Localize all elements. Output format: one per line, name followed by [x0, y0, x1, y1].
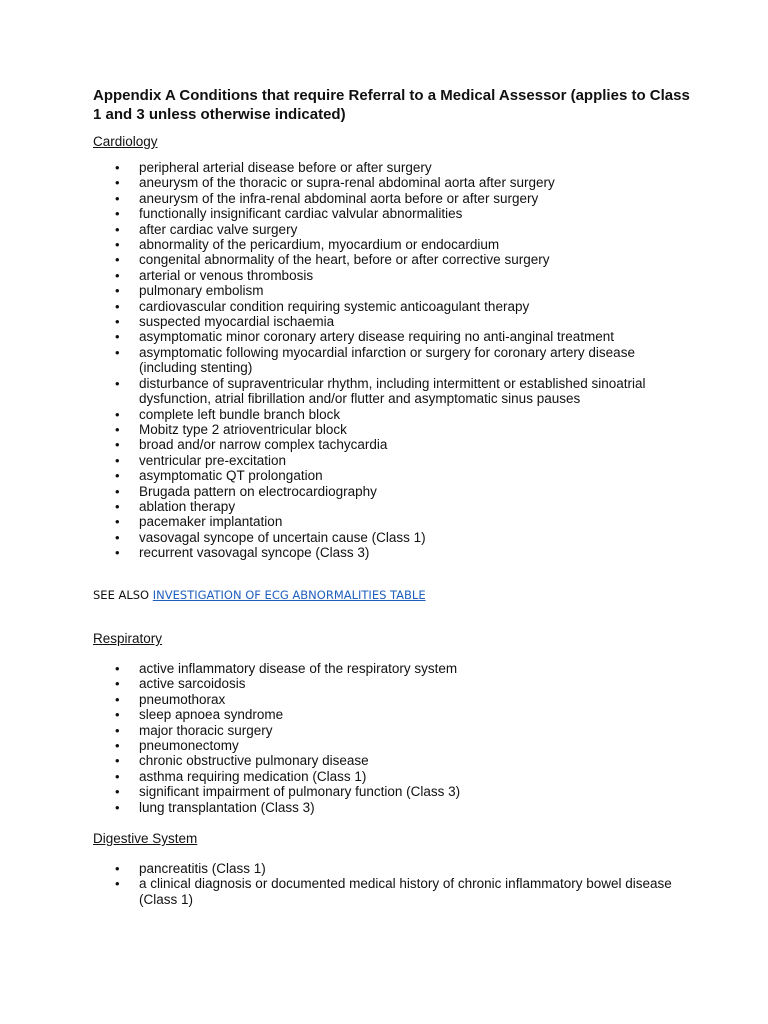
- list-item: • suspected myocardial ischaemia: [93, 314, 693, 329]
- list-item: • aneurysm of the thoracic or supra-renal abdominal aorta after surgery: [93, 175, 693, 190]
- section-heading-digestive: Digestive System: [93, 831, 198, 846]
- list-item: • pulmonary embolism: [93, 283, 693, 298]
- digestive-list: [93, 861, 693, 907]
- list-item: • major thoracic surgery: [93, 723, 693, 738]
- list-item: • arterial or venous thrombosis: [93, 268, 693, 283]
- list-item: • lung transplantation (Class 3): [93, 800, 693, 815]
- list-item: • asymptomatic minor coronary artery disease requiring no anti-anginal treatment: [93, 329, 693, 344]
- list-item: • asymptomatic following myocardial infarction or surgery for coronary artery disease (including stenting): [93, 345, 693, 376]
- list-item: • pneumothorax: [93, 692, 693, 707]
- list-item: • ablation therapy: [93, 499, 693, 514]
- list-item: • peripheral arterial disease before or after surgery: [93, 160, 693, 175]
- list-item: • active inflammatory disease of the respiratory system: [93, 661, 693, 676]
- list-item: • ventricular pre-excitation: [93, 453, 693, 468]
- list-item: • complete left bundle branch block: [93, 407, 693, 422]
- list-item: • abnormality of the pericardium, myocardium or endocardium: [93, 237, 693, 252]
- list-item: • asthma requiring medication (Class 1): [93, 769, 693, 784]
- list-item: • significant impairment of pulmonary function (Class 3): [93, 784, 693, 799]
- ecg-abnormalities-table-link[interactable]: INVESTIGATION OF ECG ABNORMALITIES TABLE: [152, 588, 426, 602]
- list-item: • recurrent vasovagal syncope (Class 3): [93, 545, 693, 560]
- see-also-prefix: SEE ALSO: [93, 588, 153, 602]
- list-item: • broad and/or narrow complex tachycardia: [93, 437, 693, 452]
- cardiology-list: [93, 160, 693, 561]
- list-item: • chronic obstructive pulmonary disease: [93, 753, 693, 768]
- list-item: • congenital abnormality of the heart, before or after corrective surgery: [93, 252, 693, 267]
- see-also-line: [93, 588, 426, 603]
- list-item: • pneumonectomy: [93, 738, 693, 753]
- list-item: • disturbance of supraventricular rhythm, including intermittent or established sinoatrial dysfunction, atrial fibrillation and/or flutter and asymptomatic sinus pauses: [93, 376, 693, 407]
- list-item: • aneurysm of the infra-renal abdominal aorta before or after surgery: [93, 191, 693, 206]
- section-heading-cardiology: Cardiology: [93, 134, 158, 149]
- list-item: • vasovagal syncope of uncertain cause (Class 1): [93, 530, 693, 545]
- list-item: • sleep apnoea syndrome: [93, 707, 693, 722]
- list-item: • a clinical diagnosis or documented medical history of chronic inflammatory bowel disease (Class 1): [93, 876, 693, 907]
- list-item: • active sarcoidosis: [93, 676, 693, 691]
- list-item: • asymptomatic QT prolongation: [93, 468, 693, 483]
- list-item: • pacemaker implantation: [93, 514, 693, 529]
- list-item: • Brugada pattern on electrocardiography: [93, 484, 693, 499]
- list-item: • pancreatitis (Class 1): [93, 861, 693, 876]
- list-item: • after cardiac valve surgery: [93, 222, 693, 237]
- list-item: • functionally insignificant cardiac valvular abnormalities: [93, 206, 693, 221]
- respiratory-list: [93, 661, 693, 815]
- section-heading-respiratory: Respiratory: [93, 631, 163, 646]
- list-item: • cardiovascular condition requiring systemic anticoagulant therapy: [93, 299, 693, 314]
- list-item: • Mobitz type 2 atrioventricular block: [93, 422, 693, 437]
- page-title: Appendix A Conditions that require Referral to a Medical Assessor (applies to Class 1 and 3 unless otherwise indicated): [93, 87, 690, 123]
